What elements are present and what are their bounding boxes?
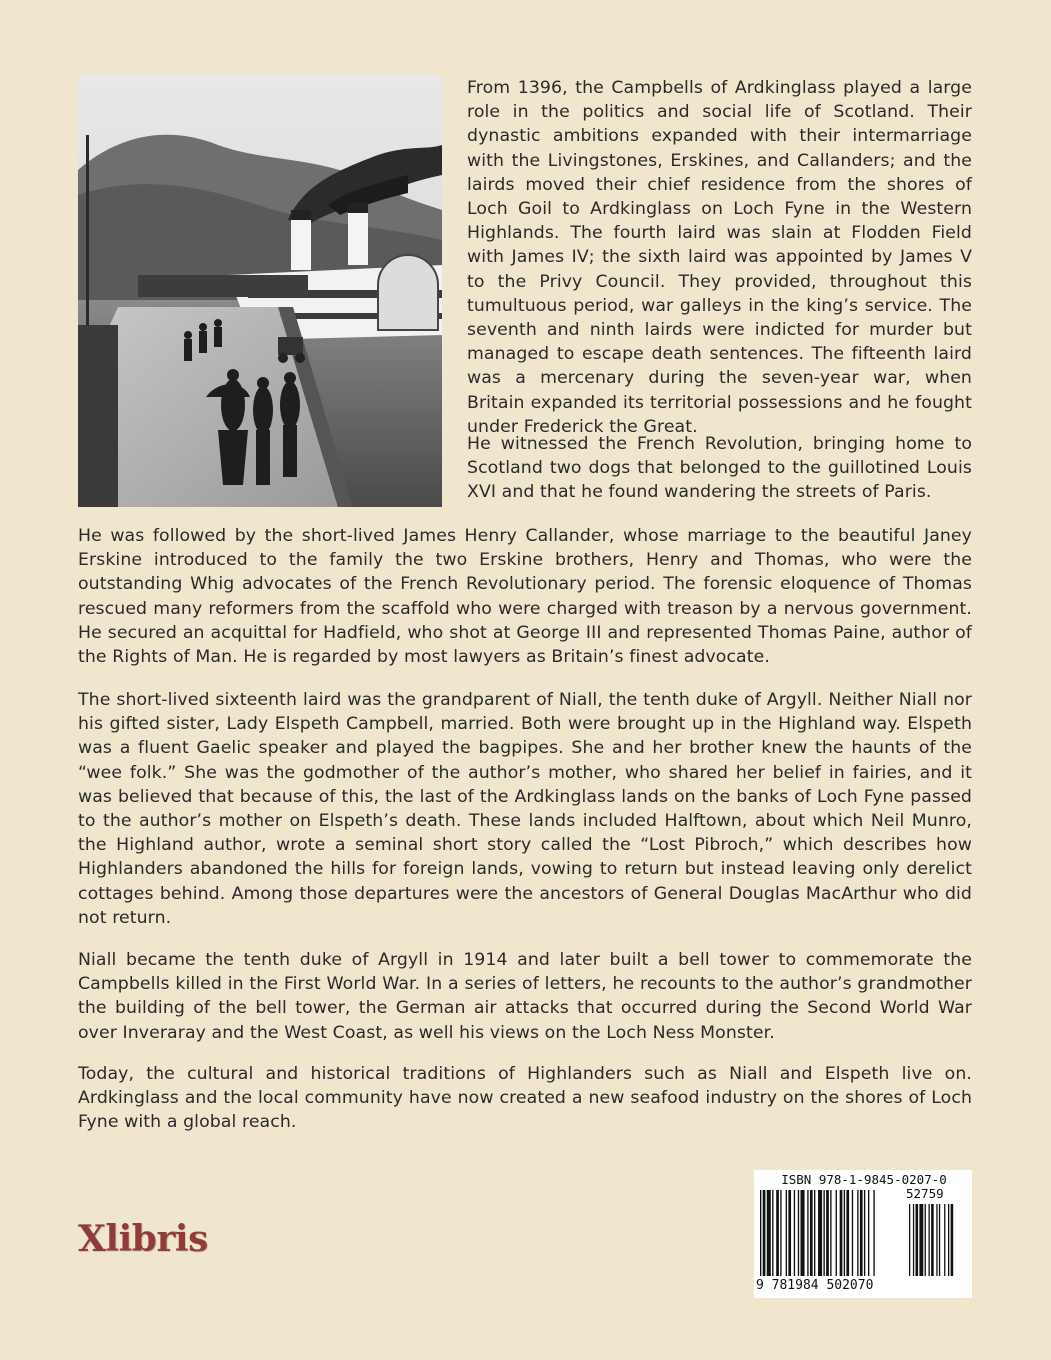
price-barcode-bar — [939, 1204, 940, 1276]
price-code: 52759 — [906, 1186, 944, 1201]
barcode-bar — [864, 1190, 865, 1276]
price-barcode-bar — [929, 1204, 930, 1276]
ean-digits: 9 781984 502070 — [756, 1278, 874, 1293]
price-barcode-bar — [931, 1204, 934, 1276]
barcode-bar — [807, 1190, 808, 1276]
barcode-bar — [760, 1190, 761, 1276]
barcode-bar — [844, 1190, 845, 1276]
barcode-bar — [818, 1190, 822, 1276]
barcode-bar — [823, 1190, 824, 1276]
paragraph-4: The short-lived sixteenth laird was the grandparent of Niall, the tenth duke of Argyll. Neither Niall nor his gifted sister, Lady Elspeth Campbell, married. Both were brought up in the Highland way. Elspeth was a fluent Gaelic speaker and played the bagpipes. She and her brother knew the haunts of the “wee folk.” She was the godmother of the author’s mother, who shared her belief in fairies, and it was believed that because of this, the last of the Ardkinglass lands on the banks of Loch Fyne passed to the author’s mother on Elspeth’s death. These lands included Halftown, about which Neil Munro, the Highland author, wrote a seminal short story called the “Lost Pibroch,” which describes how Highlanders abandoned the hills for foreign lands, vowing to return but instead leaving only derelict cottages behind. Among those departures were the ancestors of General Douglas MacArthur who did not return. — [78, 690, 972, 928]
paragraph-1: From 1396, the Campbells of Ardkinglass played a large role in the politics and social life of Scotland. Their dynastic ambitions expanded with their intermarriage with the Livingstones, Erskines, and Callanders; and the lairds moved their chief residence from the shores of Loch Goil to Ardkinglass on Loch Fyne in the Western Highlands. The fourth laird was slain at Flodden Field with James IV; the sixth laird was appointed by James V to the Privy Council. They provided, throughout this tumultuous period, war galleys in the king’s service. The seventh and ninth lairds were indicted for murder but managed to escape death sentences. The fifteenth laird was a mercenary during the seven-year war, when Britain expanded its territorial possessions and he fought under Frederick the Great. — [467, 78, 972, 437]
price-barcode-bar — [909, 1204, 910, 1276]
barcode-bar — [860, 1190, 863, 1276]
barcode-bar — [786, 1190, 787, 1276]
paragraph-3: He was followed by the short-lived James Henry Callander, whose marriage to the beautiful Janey Erskine introduced to the family the two Erskine brothers, Henry and Thomas, who were the outstanding Whig advocates of the French Revolutionary period. The forensic eloquence of Thomas rescued many reformers from the scaffold who were charged with treason by a nervous government. He secured an acquittal for Hadfield, who shot at George III and represented Thomas Paine, author of the Rights of Man. He is regarded by most lawyers as Britain’s finest advocate. — [78, 526, 972, 668]
barcode-bar — [857, 1190, 858, 1276]
barcode-bar — [836, 1190, 837, 1276]
price-barcode-bar — [948, 1204, 949, 1276]
barcode-bar — [801, 1190, 805, 1276]
price-barcode-bar — [925, 1204, 926, 1276]
barcode-bar — [780, 1190, 781, 1276]
barcode-bar — [788, 1190, 791, 1276]
barcode-bar — [794, 1190, 795, 1276]
barcode-bar — [873, 1190, 874, 1276]
isbn-barcode — [754, 1170, 972, 1298]
barcode-bar — [846, 1190, 849, 1276]
price-barcode-bar — [944, 1204, 945, 1276]
price-barcode-bar — [916, 1204, 919, 1276]
barcode-bar — [868, 1190, 869, 1276]
barcode-bar — [826, 1190, 829, 1276]
historic-pier-steamship-photo-icon — [78, 75, 442, 507]
price-barcode-bar — [951, 1204, 954, 1276]
cover-photo — [78, 75, 442, 507]
price-barcode-bar — [919, 1204, 923, 1276]
paragraph-6: Today, the cultural and historical traditions of Highlanders such as Niall and Elspeth live on. Ardkinglass and the local community have now created a new seafood industry on the shores of Loch Fyne with a global reach. — [78, 1064, 972, 1133]
barcode-bar — [763, 1190, 766, 1276]
price-barcode-bar — [936, 1204, 937, 1276]
barcode-bar — [830, 1190, 831, 1276]
isbn-label: ISBN 978-1-9845-0207-0 — [781, 1172, 947, 1187]
barcode-bar — [798, 1190, 799, 1276]
barcode-bar — [814, 1190, 815, 1276]
paragraph-2: He witnessed the French Revolution, bringing home to Scotland two dogs that belonged to the guillotined Louis XVI and that he found wandering the streets of Paris. — [467, 434, 972, 503]
barcode-bar — [776, 1190, 779, 1276]
barcode-bar — [810, 1190, 813, 1276]
paragraph-5: Niall became the tenth duke of Argyll in 1914 and later built a bell tower to commemorate the Campbells killed in the First World War. In a series of letters, he recounts to the author’s grandmother the building of the bell tower, the German air attacks that occurred during the Second World War over Inveraray and the West Coast, as well his views on the Loch Ness Monster. — [78, 950, 972, 1043]
price-barcode-bar — [913, 1204, 914, 1276]
barcode-bar — [767, 1190, 771, 1276]
barcode-bar — [852, 1190, 853, 1276]
barcode-bar — [772, 1190, 773, 1276]
publisher-logo: Xlibris — [78, 1218, 208, 1260]
barcode-bar — [840, 1190, 843, 1276]
